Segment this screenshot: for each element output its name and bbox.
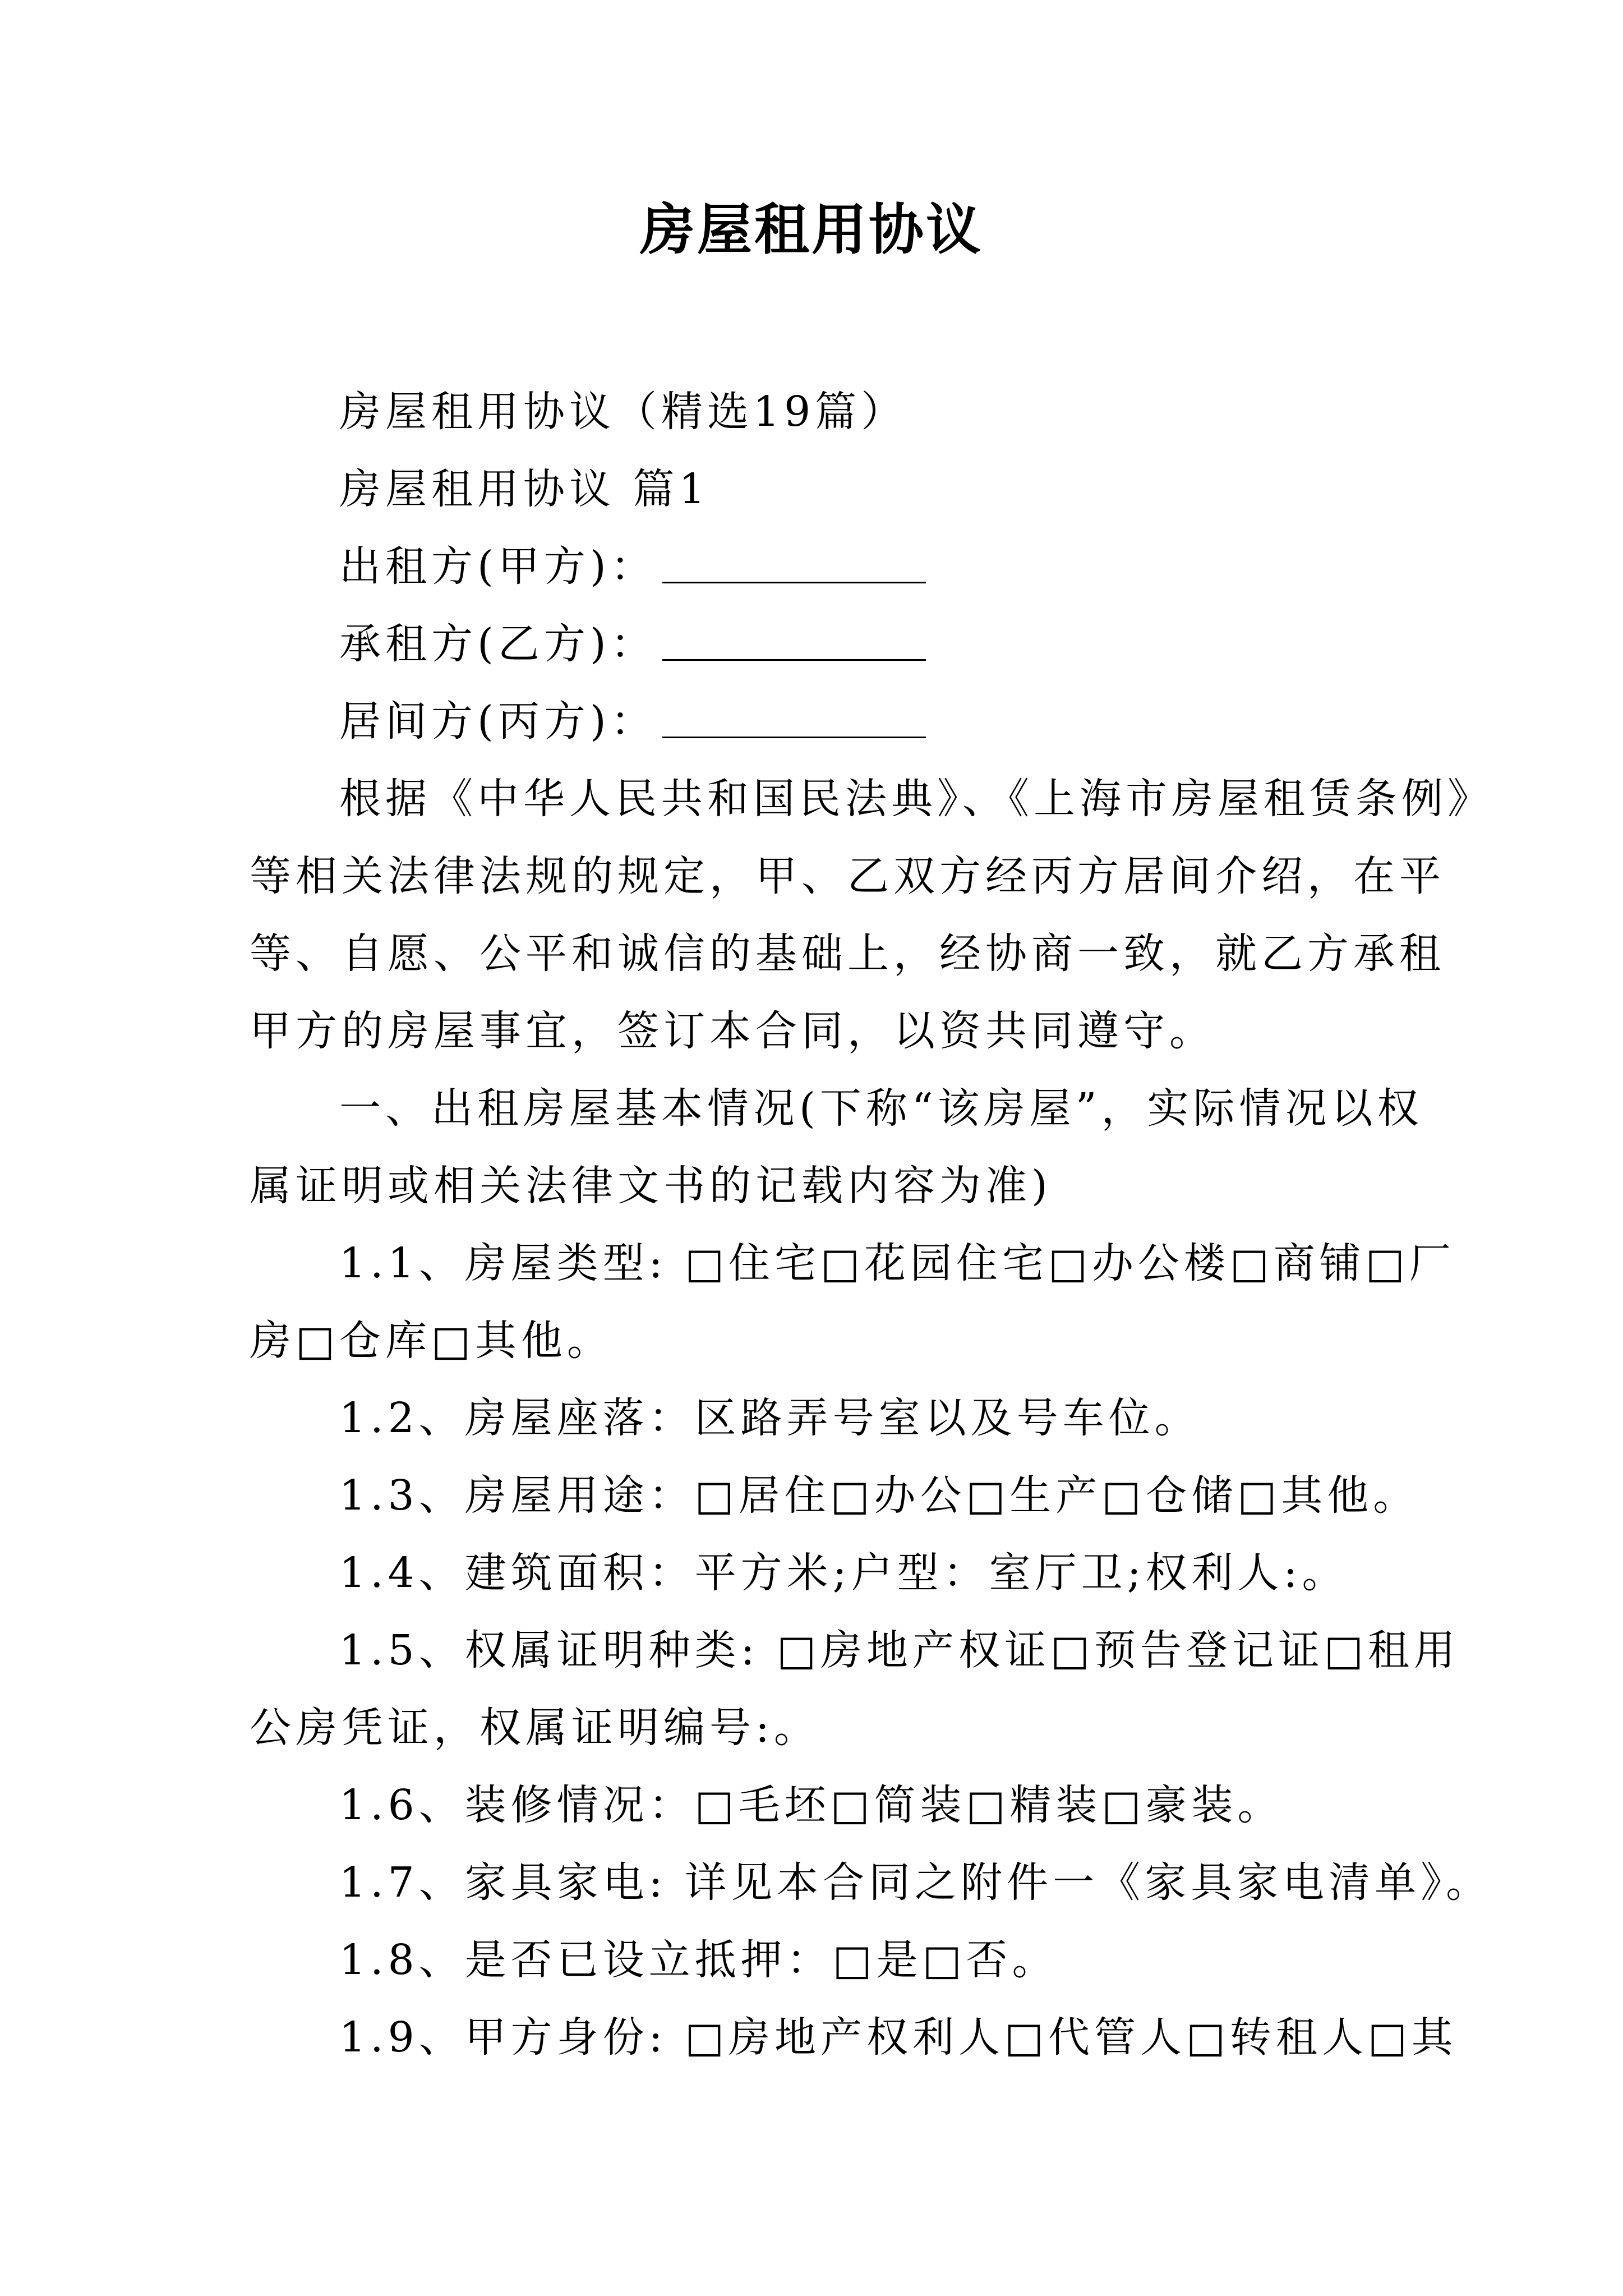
clause-heading-line: 属证明或相关法律文书的记载内容为准) bbox=[250, 1162, 1052, 1210]
party-a-blank bbox=[662, 578, 926, 583]
clause-line: 公房凭证，权属证明编号:。 bbox=[250, 1704, 820, 1752]
party-c-label: 居间方(丙方)： bbox=[339, 697, 657, 746]
party-c-blank bbox=[662, 733, 926, 738]
document-body bbox=[250, 373, 1493, 2076]
clause-line: 1.4、建筑面积：平方米;户型：室厅卫;权利人:。 bbox=[339, 1549, 1348, 1597]
subtitle-line: 房屋租用协议（精选19篇） bbox=[339, 388, 907, 436]
paragraph-line: 等、自愿、公平和诚信的基础上，经协商一致，就乙方承租 bbox=[250, 930, 1445, 978]
party-b-blank bbox=[662, 656, 926, 661]
clause-line: 1.7、家具家电: 详见本合同之附件一《家具家电清单》。 bbox=[339, 1858, 1492, 1907]
clause-line: 1.3、房屋用途：□居住□办公□生产□仓储□其他。 bbox=[339, 1471, 1419, 1520]
party-c-line bbox=[250, 683, 1377, 760]
clause-line: 1.2、房屋座落：区路弄号室以及号车位。 bbox=[339, 1394, 1201, 1442]
clause-heading-line: 一、出租房屋基本情况(下称“该房屋”，实际情况以权 bbox=[339, 1084, 1423, 1133]
clause-line: 1.6、装修情况：□毛坯□简装□精装□豪装。 bbox=[339, 1781, 1284, 1829]
document-title: 房屋租用协议 bbox=[639, 197, 983, 262]
party-b-label: 承租方(乙方)： bbox=[339, 620, 657, 668]
party-a-line bbox=[250, 528, 1377, 605]
section-heading: 房屋租用协议 篇1 bbox=[339, 465, 710, 513]
clause-line: 1.9、甲方身份: □房地产权利人□代管人□转租人□其 bbox=[339, 2013, 1458, 2062]
paragraph-line: 甲方的房屋事宜，签订本合同，以资共同遵守。 bbox=[250, 1007, 1215, 1055]
clause-line: 1.8、是否已设立抵押：□是□否。 bbox=[339, 1936, 1058, 1984]
party-a-label: 出租方(甲方)： bbox=[339, 542, 657, 591]
paragraph-line: 根据《中华人民共和国民法典》、《上海市房屋租赁条例》 bbox=[339, 775, 1493, 823]
clause-line: 1.1、房屋类型: □住宅□花园住宅□办公楼□商铺□厂 bbox=[339, 1239, 1455, 1287]
paragraph-line: 等相关法律法规的规定，甲、乙双方经丙方居间介绍，在平 bbox=[250, 852, 1445, 900]
clause-line: 房□仓库□其他。 bbox=[250, 1317, 613, 1365]
party-b-line bbox=[250, 605, 1377, 683]
clause-line: 1.5、权属证明种类: □房地产权证□预告登记证□租用 bbox=[339, 1626, 1460, 1674]
